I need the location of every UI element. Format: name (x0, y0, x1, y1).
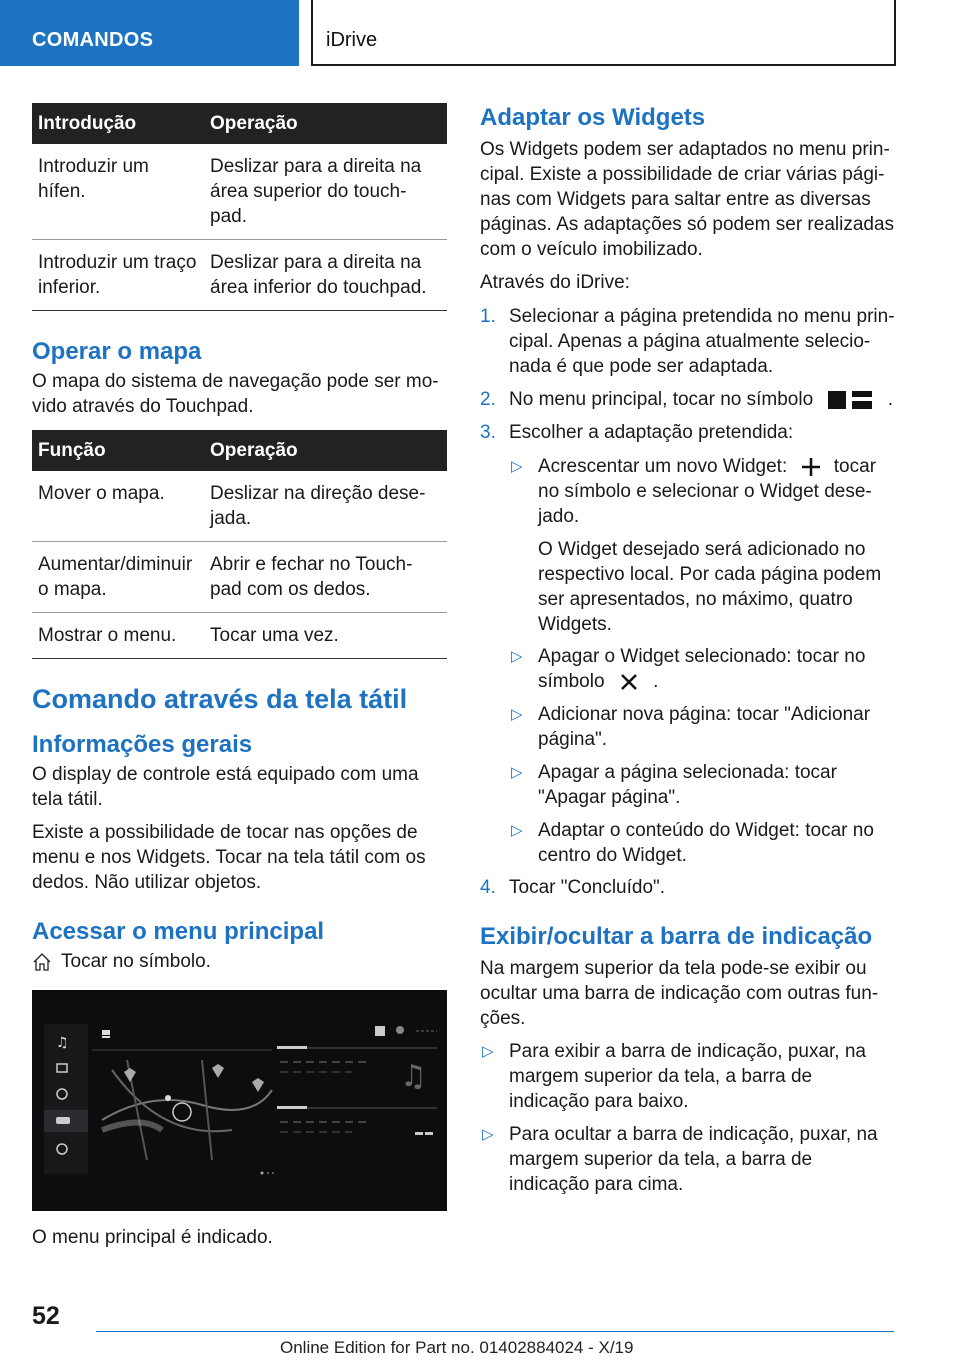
svg-text:♫: ♫ (400, 1059, 427, 1094)
list-item (509, 760, 896, 810)
table-cell: Aumentar/diminuir o mapa. (32, 542, 204, 613)
hyphen-table (32, 103, 447, 311)
steps-list-end (480, 875, 896, 900)
bullet-text: tocar no símbolo e selecionar o Widget dese-jado. (538, 456, 877, 527)
paragraph: Na margem superior da tela pode-se exibir ou ocultar uma barra de indicação com outras fun-ções. (480, 958, 879, 1029)
bullet-text: Adaptar o conteúdo do Widget: tocar no centro do Widget. (538, 820, 874, 866)
section-title: Informações gerais (32, 731, 253, 758)
table-row (32, 471, 447, 542)
triangle-bullet-icon: ▷ (482, 1126, 494, 1143)
triangle-bullet-icon: ▷ (511, 764, 523, 781)
bullet-text: Apagar o Widget selecionado: tocar no símbolo (538, 646, 866, 692)
chapter-title: Comando através da tela tátil (32, 684, 408, 714)
list-item (480, 387, 896, 412)
note-text: O Widget desejado será adicionado no respectivo local. Por cada página podem ser apresentados, no máximo, quatro Widgets. (538, 539, 882, 635)
bullet-text: . (653, 671, 659, 692)
section-tab (0, 0, 299, 66)
list-item (480, 420, 896, 445)
triangle-bullet-icon: ▷ (511, 458, 523, 475)
list-item (480, 304, 896, 379)
step-number: 3. (480, 422, 496, 443)
paragraph (32, 949, 447, 974)
table-cell: Introduzir um traço inferior. (32, 240, 204, 311)
widgets-icon (826, 390, 874, 410)
table-cell: Deslizar para a direita na área superior do touch-pad. (204, 144, 447, 240)
paragraph: O mapa do sistema de navegação pode ser mo-vido através do Touchpad. (32, 371, 439, 417)
step-number: 1. (480, 306, 496, 327)
section-title: Exibir/ocultar a barra de indicação (480, 923, 873, 950)
table-cell: Deslizar na direção dese-jada. (204, 471, 447, 542)
triangle-bullet-icon: ▷ (511, 706, 523, 723)
step-text: Selecionar a página pretendida no menu prin-cipal. Apenas a página atualmente selecio-nada é que pode ser adaptada. (509, 306, 895, 377)
bullet-text: Para exibir a barra de indicação, puxar, na margem superior da tela, a barra de indicação para baixo. (509, 1041, 866, 1112)
left-column (32, 103, 447, 1250)
step-text: No menu principal, tocar no símbolo (509, 389, 814, 410)
menu-text: Tocar no símbolo. (61, 951, 211, 972)
table-row (32, 542, 447, 613)
right-column (480, 103, 896, 1197)
step-text: Tocar "Concluído". (509, 877, 666, 898)
list-item (480, 1122, 896, 1197)
section-title: Acessar o menu principal (32, 918, 325, 945)
footer-divider (96, 1331, 894, 1332)
close-icon (620, 673, 638, 691)
plus-icon (801, 457, 821, 477)
paragraph: Através do iDrive: (480, 272, 630, 293)
list-item (509, 454, 896, 529)
step-text: Escolher a adaptação pretendida: (509, 422, 794, 443)
bullet-note (509, 537, 896, 637)
svg-text:♫: ♫ (56, 1035, 69, 1051)
triangle-bullet-icon: ▷ (511, 648, 523, 665)
table-cell: Mover o mapa. (32, 471, 204, 542)
table-header: Função (32, 430, 204, 471)
table-cell: Introduzir um hífen. (32, 144, 204, 240)
bullet-text: Apagar a página selecionada: tocar "Apagar página". (538, 762, 837, 808)
step-number: 2. (480, 389, 496, 410)
table-cell: Mostrar o menu. (32, 613, 204, 659)
main-menu-screenshot (32, 990, 447, 1211)
table-cell: Tocar uma vez. (204, 613, 447, 659)
section-title: Operar o mapa (32, 338, 202, 365)
list-item (509, 702, 896, 752)
table-row (32, 240, 447, 311)
table-row (32, 144, 447, 240)
triangle-bullet-icon: ▷ (511, 822, 523, 839)
bullet-text: Acrescentar um novo Widget: (538, 456, 788, 477)
chapter-label: iDrive (326, 29, 378, 51)
chapter-tab (311, 0, 896, 66)
steps-list (480, 304, 896, 445)
table-header: Introdução (32, 103, 204, 144)
list-item (509, 818, 896, 868)
triangle-bullet-icon: ▷ (482, 1043, 494, 1060)
section-label: COMANDOS (32, 29, 154, 51)
home-icon (32, 952, 52, 972)
list-item (480, 875, 896, 900)
page-number: 52 (32, 1302, 60, 1330)
bullet-text: Para ocultar a barra de indicação, puxar, na margem superior da tela, a barra de indicação para cima. (509, 1124, 878, 1195)
list-item (509, 644, 896, 694)
footer-edition: Online Edition for Part no. 01402884024 - X/19 (280, 1338, 634, 1357)
map-table (32, 430, 447, 659)
table-header: Operação (204, 430, 447, 471)
table-cell: Deslizar para a direita na área inferior do touchpad. (204, 240, 447, 311)
step-text: . (887, 389, 893, 410)
table-row (32, 613, 447, 659)
table-header: Operação (204, 103, 447, 144)
table-cell: Abrir e fechar no Touch-pad com os dedos. (204, 542, 447, 613)
bullet-text: Adicionar nova página: tocar "Adicionar página". (538, 704, 871, 750)
caption: O menu principal é indicado. (32, 1227, 273, 1248)
paragraph: Os Widgets podem ser adaptados no menu prin-cipal. Existe a possibilidade de criar várias pági-nas com Widgets para saltar entre as diversas páginas. As adaptações só podem ser realizadas com o veículo imobilizado. (480, 139, 895, 260)
list-item (480, 1039, 896, 1114)
paragraph: Existe a possibilidade de tocar nas opções de menu e nos Widgets. Tocar na tela tátil com os dedos. Não utilizar objetos. (32, 822, 426, 893)
paragraph: O display de controle está equipado com uma tela tátil. (32, 764, 419, 810)
section-title: Adaptar os Widgets (480, 104, 706, 131)
step-number: 4. (480, 877, 496, 898)
